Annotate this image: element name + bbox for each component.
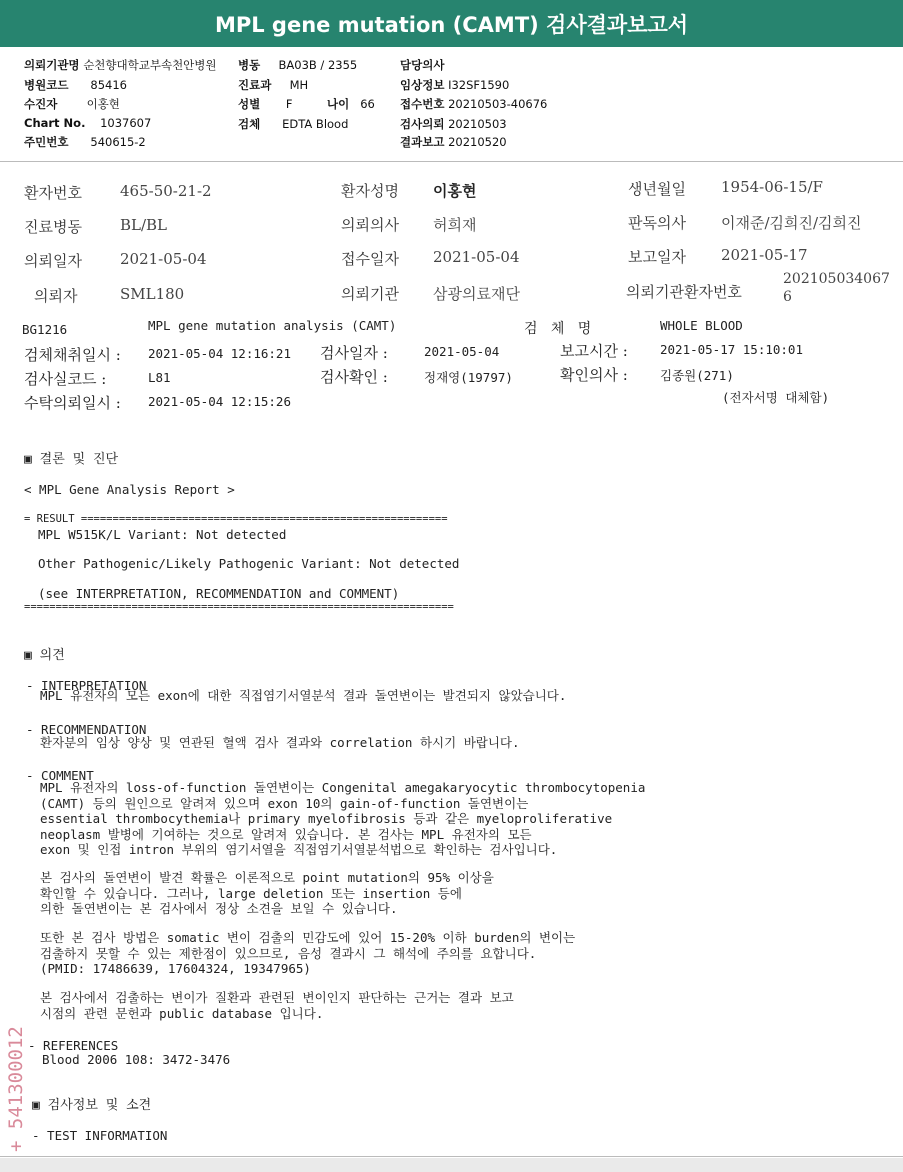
value-reading-doctor: 이재준/김희진/김희진	[721, 214, 862, 232]
interpretation-body: MPL 유전자의 모든 exon에 대한 직접염기서열분석 결과 돌연변이는 발견되지 않았습니다.	[40, 688, 567, 703]
meta-hospital: 의뢰기관명 순천향대학교부속천안병원	[24, 58, 217, 72]
label-inst-patient-no: 의뢰기관환자번호	[626, 283, 742, 301]
result-header: = RESULT ==========================================================	[24, 513, 448, 525]
confirm-label: 검사확인 :	[320, 368, 388, 386]
page-bottom-divider	[0, 1156, 903, 1157]
value-report-date: 2021-05-17	[721, 246, 808, 264]
section-conclusion: ▣ 결론 및 진단	[24, 452, 119, 467]
label-ward: 진료병동	[24, 218, 82, 236]
meta-ward: 병동 BA03B / 2355	[238, 58, 358, 72]
label-requester: 의뢰자	[34, 287, 78, 305]
meta-hospital-code: 병원코드 85416	[24, 78, 127, 92]
value-inst-patient-no-cont: 6	[783, 289, 792, 305]
references-body: Blood 2006 108: 3472-3476	[42, 1052, 231, 1067]
label-receipt-date: 접수일자	[341, 250, 399, 268]
section-test-info: ▣ 검사정보 및 소견	[32, 1098, 152, 1113]
confirm-value: 정재영(19797)	[424, 370, 513, 385]
label-request-date: 의뢰일자	[24, 252, 82, 270]
comment-paragraph-4: 본 검사에서 검출하는 변이가 질환과 관련된 변이인지 판단하는 근거는 결과 보고 시점의 관련 문헌과 public database 입니다.	[40, 990, 514, 1021]
comment-head: - COMMENT	[26, 768, 94, 783]
value-ward: BL/BL	[120, 216, 168, 234]
references-head: - REFERENCES	[28, 1038, 119, 1053]
side-stamp-text: + 541300012	[5, 1026, 27, 1152]
doctor-label: 확인의사 :	[560, 366, 628, 384]
meta-clinical-info: 임상정보 I32SF1590	[400, 78, 510, 92]
doctor-value: 김종원(271)	[660, 368, 734, 383]
meta-sex: 성별 F	[238, 97, 293, 111]
header-divider	[0, 161, 903, 162]
received-value: 2021-05-04 12:15:26	[148, 394, 291, 409]
value-birthdate: 1954-06-15/F	[721, 178, 823, 196]
label-patient-no: 환자번호	[24, 184, 82, 202]
meta-dept: 진료과 MH	[238, 78, 309, 92]
comment-paragraph-1: MPL 유전자의 loss-of-function 돌연변이는 Congenital amegakaryocytic thrombocytopenia (CAMT) 등의 원인으로 알려져 있으며 exon 10의 gain-of-function 돌연변이는 essential thrombocythemia나 primary myelofibrosis 등과 같은 myeloproliferative neoplasm 발병에 기여하는 것으로 알려져 있습니다. 본 검사는 MPL 유전자의 모든 exon 및 인접 intron 부위의 염기서열을 직접염기서열분석법으로 확인하는 검사입니다.	[40, 780, 646, 857]
analysis-title: < MPL Gene Analysis Report >	[24, 482, 235, 497]
value-patient-name: 이홍현	[433, 182, 477, 200]
result-mpl-variant: MPL W515K/L Variant: Not detected	[38, 527, 287, 542]
testdate-label: 검사일자 :	[320, 344, 388, 362]
labcode-value: L81	[148, 370, 171, 385]
comment-paragraph-3: 또한 본 검사 방법은 somatic 변이 검출의 민감도에 있어 15-20% 이하 burden의 변이는 검출하지 못할 수 있는 제한점이 있으므로, 음성 결과시 그 해석에 주의를 요합니다. (PMID: 17486639, 17604324, 19347965)	[40, 930, 576, 976]
report-title-bar	[0, 0, 903, 47]
result-see-note: (see INTERPRETATION, RECOMMENDATION and COMMENT)	[38, 586, 400, 601]
value-patient-no: 465-50-21-2	[120, 182, 212, 200]
section-opinion: ▣ 의견	[24, 648, 65, 663]
reporttime-label: 보고시간 :	[560, 342, 628, 360]
test-name: MPL gene mutation analysis (CAMT)	[148, 318, 397, 333]
side-stamp	[5, 1012, 35, 1157]
label-institution: 의뢰기관	[341, 285, 399, 303]
meta-specimen: 검체 EDTA Blood	[238, 117, 349, 131]
test-info-head: - TEST INFORMATION	[32, 1128, 168, 1143]
result-other-variant: Other Pathogenic/Likely Pathogenic Variant: Not detected	[38, 556, 460, 571]
testdate-value: 2021-05-04	[424, 344, 500, 359]
meta-doctor: 담당의사	[400, 58, 445, 72]
recommendation-head: - RECOMMENDATION	[26, 722, 147, 737]
value-request-date: 2021-05-04	[120, 250, 207, 268]
specimen-label: 검 체 명	[524, 321, 592, 337]
meta-request-date: 검사의뢰 20210503	[400, 117, 507, 131]
value-requester: SML180	[120, 285, 185, 303]
value-referring-doctor: 허희재	[433, 216, 477, 234]
reporttime-value: 2021-05-17 15:10:01	[660, 342, 803, 357]
value-inst-patient-no: 202105034067	[783, 271, 890, 287]
comment-paragraph-2: 본 검사의 돌연변이 발견 확률은 이론적으로 point mutation의 95% 이상을 확인할 수 있습니다. 그러나, large deletion 또는 insertion 등에 의한 돌연변이는 본 검사에서 정상 소견을 보일 수 있습니다.	[40, 870, 494, 916]
meta-age: 나이 66	[327, 97, 375, 111]
recommendation-body: 환자분의 임상 양상 및 연관된 혈액 검사 결과와 correlation 하시기 바랍니다.	[40, 735, 520, 750]
label-referring-doctor: 의뢰의사	[341, 216, 399, 234]
labcode-label: 검사실코드 :	[24, 370, 107, 388]
report-title: MPL gene mutation (CAMT) 검사결과보고서	[214, 12, 689, 37]
label-birthdate: 생년월일	[628, 180, 686, 198]
label-reading-doctor: 판독의사	[628, 214, 686, 232]
meta-patient: 수진자 이홍현	[24, 97, 120, 111]
value-receipt-date: 2021-05-04	[433, 248, 520, 266]
label-report-date: 보고일자	[628, 248, 686, 266]
meta-resident-no: 주민번호 540615-2	[24, 135, 146, 149]
esign-note: (전자서명 대체함)	[722, 390, 830, 405]
page-footer-band	[0, 1158, 903, 1172]
collected-value: 2021-05-04 12:16:21	[148, 346, 291, 361]
received-label: 수탁의뢰일시 :	[24, 394, 121, 412]
collected-label: 검체채취일시 :	[24, 346, 121, 364]
value-institution: 삼광의료재단	[433, 285, 520, 303]
meta-report-date: 결과보고 20210520	[400, 135, 507, 149]
meta-accession: 접수번호 20210503-40676	[400, 97, 548, 111]
meta-chart-no: Chart No. 1037607	[24, 116, 152, 130]
test-code: BG1216	[22, 322, 68, 337]
specimen-value: WHOLE BLOOD	[660, 318, 743, 333]
label-patient-name: 환자성명	[341, 182, 399, 200]
interpretation-head: - INTERPRETATION	[26, 678, 147, 693]
result-footer: ====================================================================	[24, 601, 454, 613]
